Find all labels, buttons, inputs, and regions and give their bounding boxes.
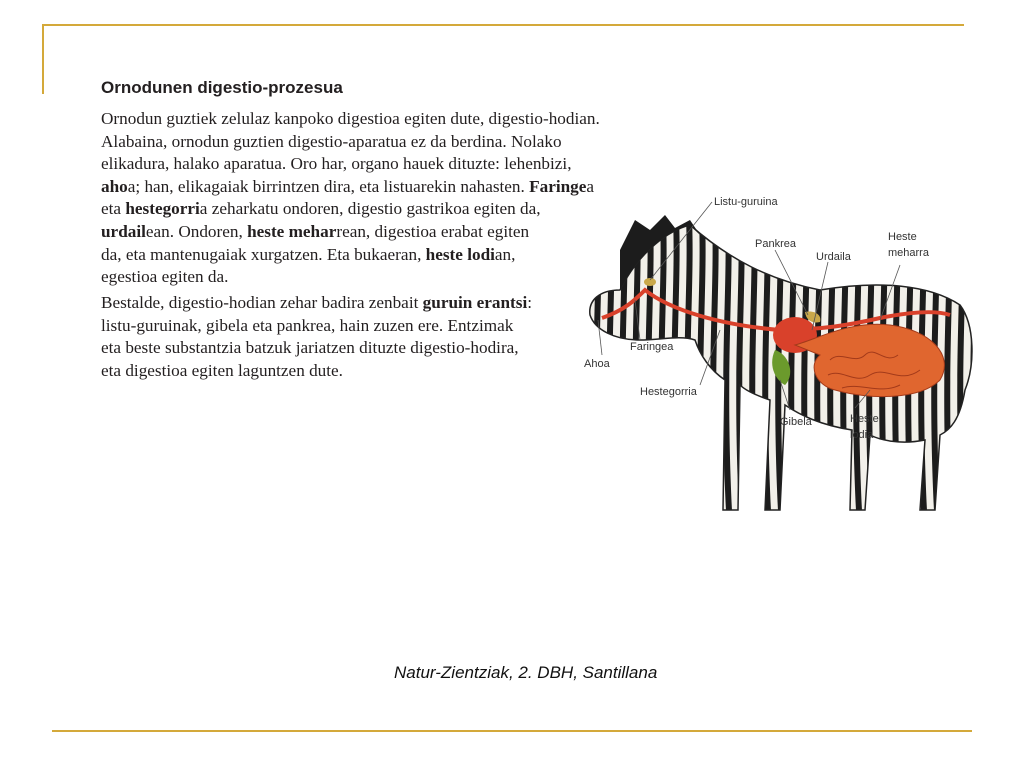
label-heste-lodia-1: Heste xyxy=(850,413,879,425)
para1-line xyxy=(101,153,667,176)
para2-line xyxy=(101,315,571,338)
text-run: a; han, elikagaiak birrintzen dira, eta listuarekin nahasten. xyxy=(127,176,530,196)
text-run: elikadura, halako aparatua. Oro har, organo hauek dituzte: lehenbizi, xyxy=(101,154,572,174)
section-title: Ornodunen digestio-prozesua xyxy=(101,78,343,97)
text-run: eta digestioa egiten laguntzen dute. xyxy=(101,360,343,380)
bold-term: heste mehar xyxy=(247,221,337,241)
text-run: rean, digestioa erabat egiten xyxy=(336,221,530,241)
text-run: ean. Ondoren, xyxy=(145,221,248,241)
label-pankrea: Pankrea xyxy=(755,238,796,250)
text-run: a xyxy=(586,176,595,196)
label-ahoa: Ahoa xyxy=(584,358,610,370)
label-heste-meharra-1: Heste xyxy=(888,231,917,243)
zebra-digestive-system-illustration xyxy=(580,190,1000,530)
text-run: Ornodun guztiek zelulaz kanpoko digestioa egiten dute, digestio-hodian. xyxy=(101,109,600,128)
label-gibela: Gibela xyxy=(780,416,812,428)
bold-term: guruin erantsi xyxy=(422,293,528,312)
label-listu-guruina: Listu-guruina xyxy=(714,196,778,208)
text-run: Alabaina, ornodun guztien digestio-aparatua ez da berdina. Nolako xyxy=(101,131,562,151)
paragraph-accessory-glands xyxy=(101,292,571,382)
label-heste-meharra-2: meharra xyxy=(888,247,929,259)
bottom-rule xyxy=(52,730,972,732)
zebra-stripe xyxy=(996,190,1000,530)
bold-term: aho xyxy=(101,176,128,196)
text-run: egestioa egiten da. xyxy=(101,267,229,287)
para1-line xyxy=(101,131,667,154)
text-run: a zeharkatu ondoren, digestio gastrikoa egiten da, xyxy=(199,199,541,219)
bold-term: urdail xyxy=(101,221,146,241)
bold-term: hestegorri xyxy=(125,199,200,219)
text-run: eta beste substantzia batzuk jariatzen dituzte digestio-hodira, xyxy=(101,338,519,358)
text-run: Bestalde, digestio-hodian zehar badira zenbait xyxy=(101,293,423,312)
para2-line xyxy=(101,360,571,383)
source-caption: Natur-Zientziak, 2. DBH, Santillana xyxy=(394,663,658,682)
label-heste-lodia-2: lodia xyxy=(850,429,874,441)
text-run: eta xyxy=(101,199,126,219)
top-rule xyxy=(42,24,964,26)
left-rule xyxy=(42,24,44,94)
text-run: da, eta mantenugaiak xurgatzen. Eta bukaeran, xyxy=(101,244,426,264)
label-hestegorria: Hestegorria xyxy=(640,386,697,398)
label-urdaila: Urdaila xyxy=(816,251,851,263)
text-run: an, xyxy=(494,244,516,264)
para1-line xyxy=(101,108,667,131)
text-run: : xyxy=(527,293,533,312)
para2-line xyxy=(101,337,571,360)
para2-line xyxy=(101,292,571,315)
bold-term: heste lodi xyxy=(425,244,495,264)
salivary-gland-shape xyxy=(644,278,656,286)
bold-term: Faringe xyxy=(529,176,587,196)
label-faringea: Faringea xyxy=(630,341,674,353)
text-run: listu-guruinak, gibela eta pankrea, hain zuzen ere. Entzimak xyxy=(101,315,514,335)
zebra-stripe xyxy=(983,190,993,530)
